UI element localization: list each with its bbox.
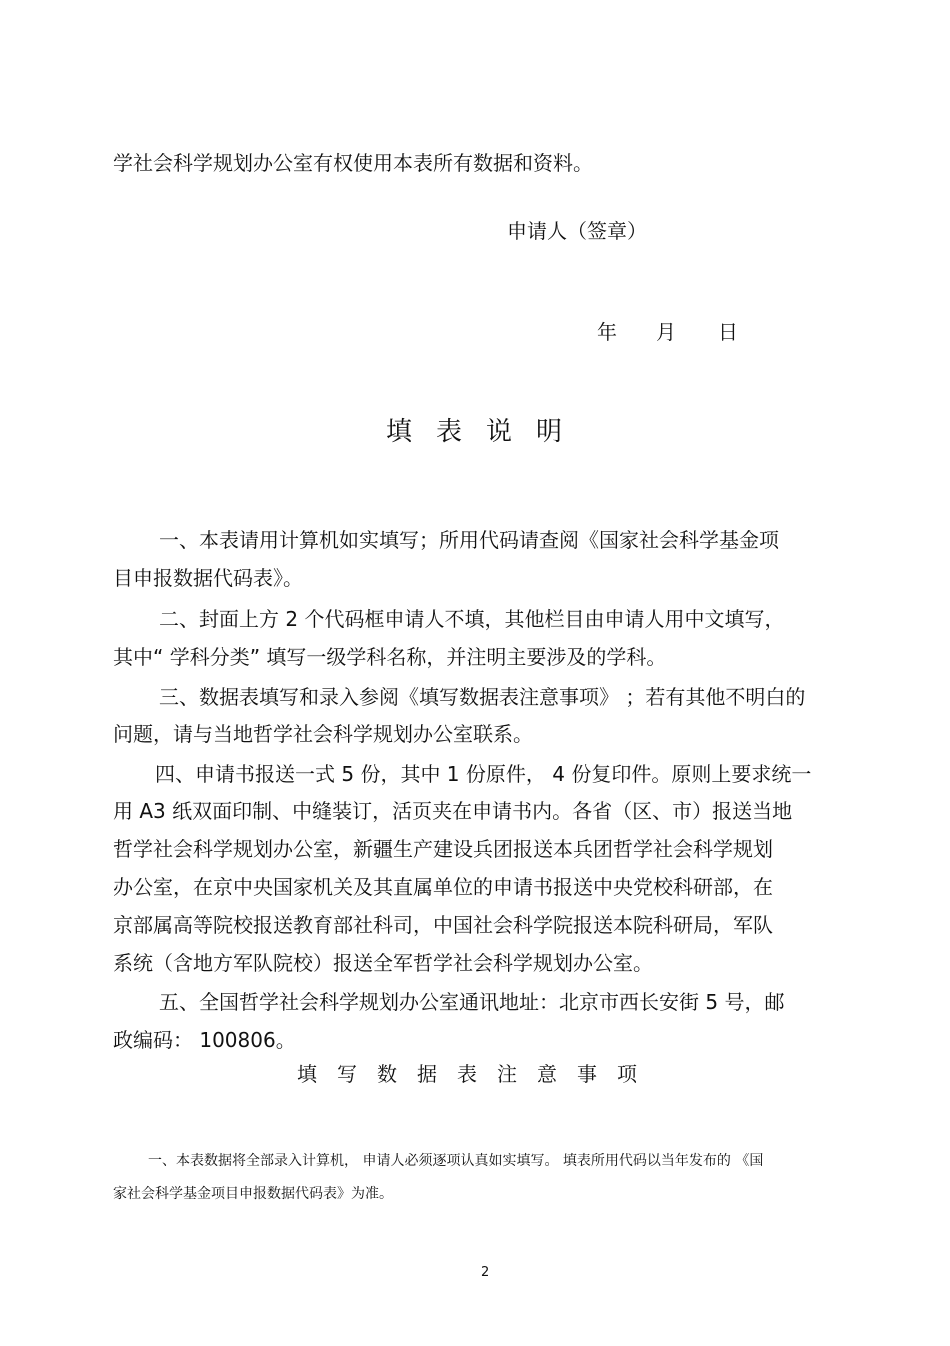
instruction-line: 四、申请书报送一式 5 份，其中 1 份原件， 4 份复印件。原则上要求统一 xyxy=(155,762,812,786)
applicant-signature-label: 申请人（签章） xyxy=(507,219,647,243)
date-month-label: 月 xyxy=(656,320,676,344)
instruction-line: 五、全国哲学社会科学规划办公室通讯地址：北京市西长安街 5 号，邮 xyxy=(159,990,785,1014)
instruction-line: 办公室，在京中央国家机关及其直属单位的申请书报送中央党校科研部，在 xyxy=(113,875,773,899)
notes-line: 家社会科学基金项目申报数据代码表》为准。 xyxy=(113,1186,393,1202)
instruction-line: 哲学社会科学规划办公室，新疆生产建设兵团报送本兵团哲学社会科学规划 xyxy=(113,837,773,861)
instruction-line: 问题，请与当地哲学社会科学规划办公室联系。 xyxy=(113,722,533,746)
date-day-label: 日 xyxy=(718,320,738,344)
notes-line: 一、本表数据将全部录入计算机， 申请人必须逐项认真如实填写。 填表所用代码以当年发布的 《国 xyxy=(148,1153,764,1169)
declaration-text: 学社会科学规划办公室有权使用本表所有数据和资料。 xyxy=(113,151,593,175)
instruction-line: 京部属高等院校报送教育部社科司，中国社会科学院报送本院科研局，军队 xyxy=(113,913,773,937)
instructions-title: 填表说明 xyxy=(386,417,587,447)
instruction-line: 目申报数据代码表》。 xyxy=(113,566,303,590)
date-year-label: 年 xyxy=(597,320,617,344)
instruction-line: 其中“ 学科分类” 填写一级学科名称，并注明主要涉及的学科。 xyxy=(113,645,667,669)
instruction-line: 二、封面上方 2 个代码框申请人不填，其他栏目由申请人用中文填写， xyxy=(159,607,785,631)
instruction-line: 系统（含地方军队院校）报送全军哲学社会科学规划办公室。 xyxy=(113,951,653,975)
notes-title: 填写数据表注意事项 xyxy=(297,1062,657,1086)
instruction-line: 政编码： 100806。 xyxy=(113,1028,296,1052)
instruction-line: 用 A3 纸双面印制、中缝装订，活页夹在申请书内。各省（区、市）报送当地 xyxy=(113,799,793,823)
page-number: 2 xyxy=(481,1265,490,1280)
instruction-line: 一、本表请用计算机如实填写；所用代码请查阅《国家社会科学基金项 xyxy=(159,528,779,552)
instruction-line: 三、数据表填写和录入参阅《填写数据表注意事项》 ；若有其他不明白的 xyxy=(159,685,806,709)
